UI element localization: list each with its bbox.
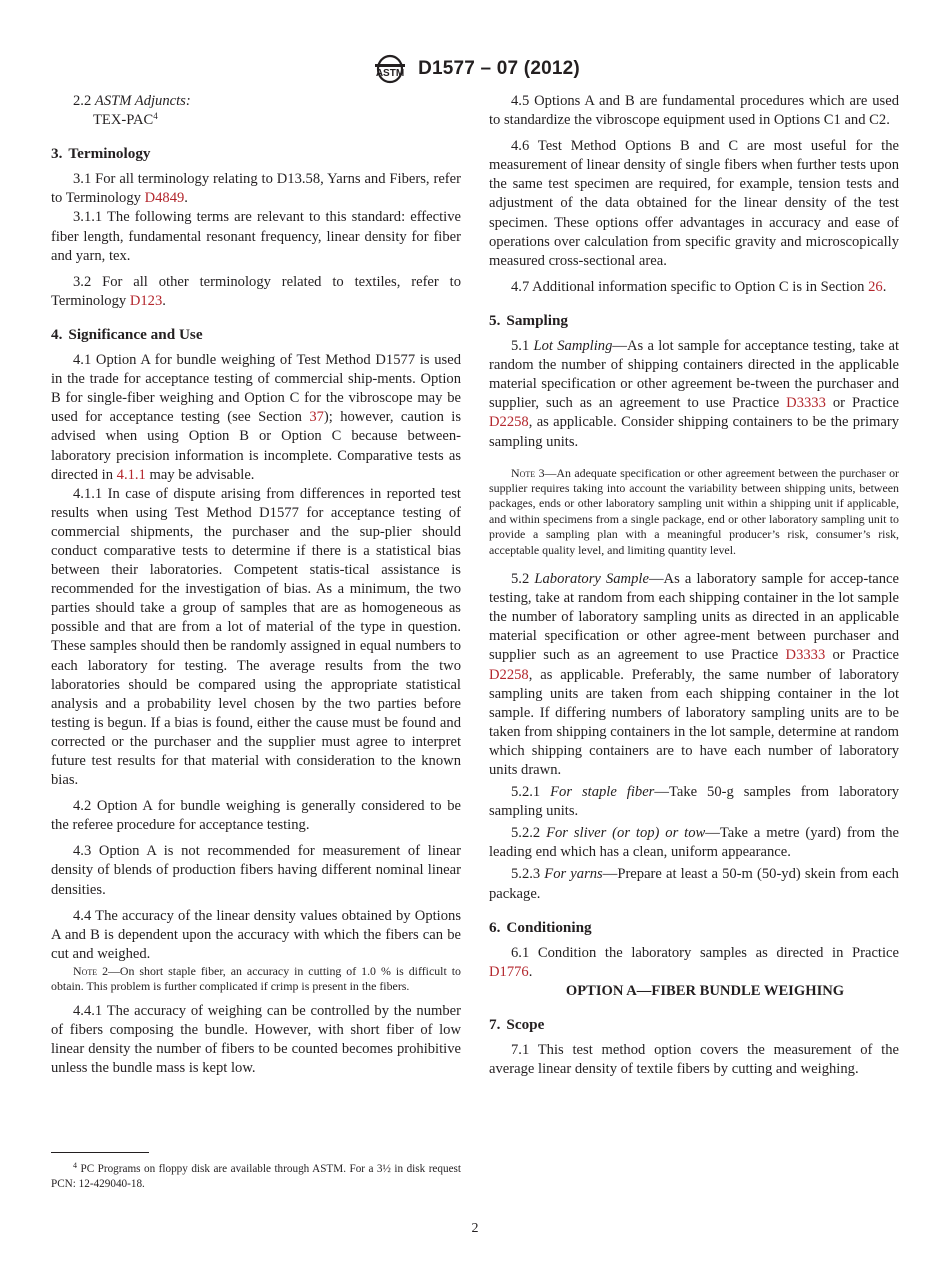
ref-link-d2258[interactable]: D2258 — [489, 414, 529, 431]
ref-link-d3333-2[interactable]: D3333 — [785, 647, 826, 664]
section-heading-terminology: 3. Terminology — [51, 145, 151, 163]
footnote-divider — [51, 1152, 149, 1153]
paragraph-3-2: 3.2 For all other terminology related to textiles, refer to Terminology D123. — [51, 273, 461, 309]
paragraph-4-1: 4.1 Option A for bundle weighing of Test Method D1577 is used in the trade for acceptance testing of commercial ship-ments. Option B for single-fiber weighing and Option C for the vibroscope may be used for acceptance testing (see Section 37); however, caution is advised when using Option B or Option C because between-laboratory precision information is incomplete. Comparative tests as directed in 4.1.1 may be advisable. — [51, 352, 461, 483]
paragraph-4-4-1: 4.4.1 The accuracy of weighing can be controlled by the number of fibers composing the bundle. However, with short fiber of low linear density the number of fibers to be counted becomes prohibitive unless the bundle mass is kept low. — [51, 1002, 461, 1077]
paragraph-3-1: 3.1 For all terminology relating to D13.58, Yarns and Fibers, refer to Terminology D4849. — [51, 171, 461, 207]
paragraph-5-2: 5.2 Laboratory Sample—As a laboratory sample for accep-tance testing, take at random from each shipping container in the lot sample the number of laboratory sampling units as directed in an applicable material specification or other agree-ment between purchaser and supplier such as an agreement to use Practice D3333 or Practice D2258, as applicable. Preferably, the same number of laboratory sampling units are taken from each shipping container in the lot sample. If differing numbers of laboratory sampling units are to be taken from shipping containers in the lot sample, determine at random which shipping containers are to have each number of laboratory units drawn. — [489, 571, 899, 778]
section-heading-significance: 4. Significance and Use — [51, 325, 203, 343]
svg-text:ASTM: ASTM — [375, 68, 405, 79]
ref-link-section-26[interactable]: 26 — [868, 278, 883, 295]
paragraph-4-1-1: 4.1.1 In case of dispute arising from differences in reported test results when using Test Method D1577 for acceptance testing of commercial shipments, the purchaser and the sup-plier should conduct comparative tests to determine if there is a statistical bias between their laboratories. Competent statis-tical assistance is recommended for the investigation of bias. As a minimum, the two parties should take a group of samples that are as homogeneous as possible and that are from a lot of material of the type in question. These samples should then be randomly assigned in equal numbers to each laboratory for testing. The average results from the two laboratories should be compared using the appropriate statistical analysis and a probability level chosen by the two parties before testing is begun. If a bias is found, either the cause must be found and corrected or the purchaser and the supplier must agree to interpret future test results for that material with consideration to the known bias. — [51, 485, 461, 789]
paragraph-5-2-3: 5.2.3 For yarns—Prepare at least a 50-m (50-yd) skein from each package. — [489, 866, 899, 902]
paragraph-4-3: 4.3 Option A is not recommended for measurement of linear density of blends of production fibers having different nominal linear densities. — [51, 843, 461, 898]
paragraph-4-7: 4.7 Additional information specific to Option C is in Section 26. — [511, 278, 887, 295]
paragraph-5-2-2: 5.2.2 For sliver (or top) or tow—Take a metre (yard) from the leading end which has a clean, uniform appearance. — [489, 825, 899, 861]
right-column — [489, 92, 899, 1079]
note-2: Note 2—On short staple fiber, an accuracy in cutting of 1.0 % is difficult to obtain. This problem is further complicated if crimp is present in the fibers. — [51, 963, 461, 994]
ref-link-section-37[interactable]: 37 — [309, 409, 324, 426]
page-number: 2 — [471, 1221, 479, 1236]
section-heading-scope: 7. Scope — [489, 1016, 545, 1033]
paragraph-5-1: 5.1 Lot Sampling—As a lot sample for acceptance testing, take at random the number of shipping containers directed in the applicable material specification or other agreement be-tween the purchaser and supplier, such as an agreement to use Practice D3333 or Practice D2258, as applicable. Consider shipping containers to be the primary sampling units. — [489, 338, 899, 450]
paragraph-5-2-1: 5.2.1 For staple fiber—Take 50-g samples from laboratory sampling units. — [489, 784, 899, 820]
paragraph-7-1: 7.1 This test method option covers the measurement of the average linear density of textile fibers by cutting and weighing. — [489, 1042, 899, 1078]
paragraph-6-1: 6.1 Condition the laboratory samples as directed in Practice D1776. — [489, 944, 899, 980]
section-heading-conditioning: 6. Conditioning — [489, 918, 592, 936]
section-heading-sampling: 5. Sampling — [489, 311, 569, 329]
paragraph-4-2: 4.2 Option A for bundle weighing is generally considered to be the referee procedure for acceptance testing. — [51, 798, 461, 834]
adjuncts-item: TEX-PAC$^4$ — [93, 111, 158, 129]
note-3: Note 3—An adequate specification or other agreement between the purchaser or supplier requires taking into account the variability between shipping units, between packages, ends or other laboratory sampling unit within a shipping unit if applicable, and within specimens from a single package, end or other laboratory sampling unit to provide a sampling plan with a meaningful producer’s risk, consumer’s risk, acceptable quality level, and limiting quantity level. — [489, 465, 899, 557]
paragraph-4-4: 4.4 The accuracy of the linear density values obtained by Options A and B is dependent upon the accuracy with which the fibers can be cut and weighed. — [51, 907, 461, 962]
left-column — [51, 92, 461, 1078]
adjuncts-heading: 2.2 ASTM Adjuncts: — [73, 93, 191, 109]
footnote-4: $^4$ PC Programs on floppy disk are available through ASTM. For a 3½ in disk request PCN: 12-429040-18. — [51, 1161, 461, 1191]
ref-link-d1776[interactable]: D1776 — [489, 963, 529, 980]
footnote-marker[interactable]: 4 — [153, 111, 158, 122]
page-header — [0, 54, 950, 84]
ref-link-d123[interactable]: D123 — [129, 292, 163, 309]
ref-link-d4849[interactable]: D4849 — [144, 190, 185, 207]
ref-link-d3333[interactable]: D3333 — [786, 395, 826, 412]
paragraph-4-5: 4.5 Options A and B are fundamental procedures which are used to standardize the vibroscope equipment used in Options C1 and C2. — [489, 93, 899, 129]
ref-link-d2258-2[interactable]: D2258 — [489, 666, 529, 683]
document-title: D1577 – 07 (2012) — [418, 58, 580, 79]
astm-logo-icon — [370, 54, 410, 84]
paragraph-3-1-1: 3.1.1 The following terms are relevant to this standard: effective fiber length, fundamental resonant frequency, linear density for fiber and yarn, tex. — [51, 209, 461, 264]
ref-link-4-1-1[interactable]: 4.1.1 — [116, 466, 146, 483]
option-a-heading: OPTION A—FIBER BUNDLE WEIGHING — [565, 982, 845, 999]
paragraph-4-6: 4.6 Test Method Options B and C are most useful for the measurement of linear density of single fibers when further tests upon the same test specimen are required, for example, tension tests and adjustment of the data obtained for the linear density of the test specimen. These options offer advantages in accuracy and ease of operations over calculation from specific gravity and microscopically measured cross-sectional area. — [489, 138, 899, 269]
